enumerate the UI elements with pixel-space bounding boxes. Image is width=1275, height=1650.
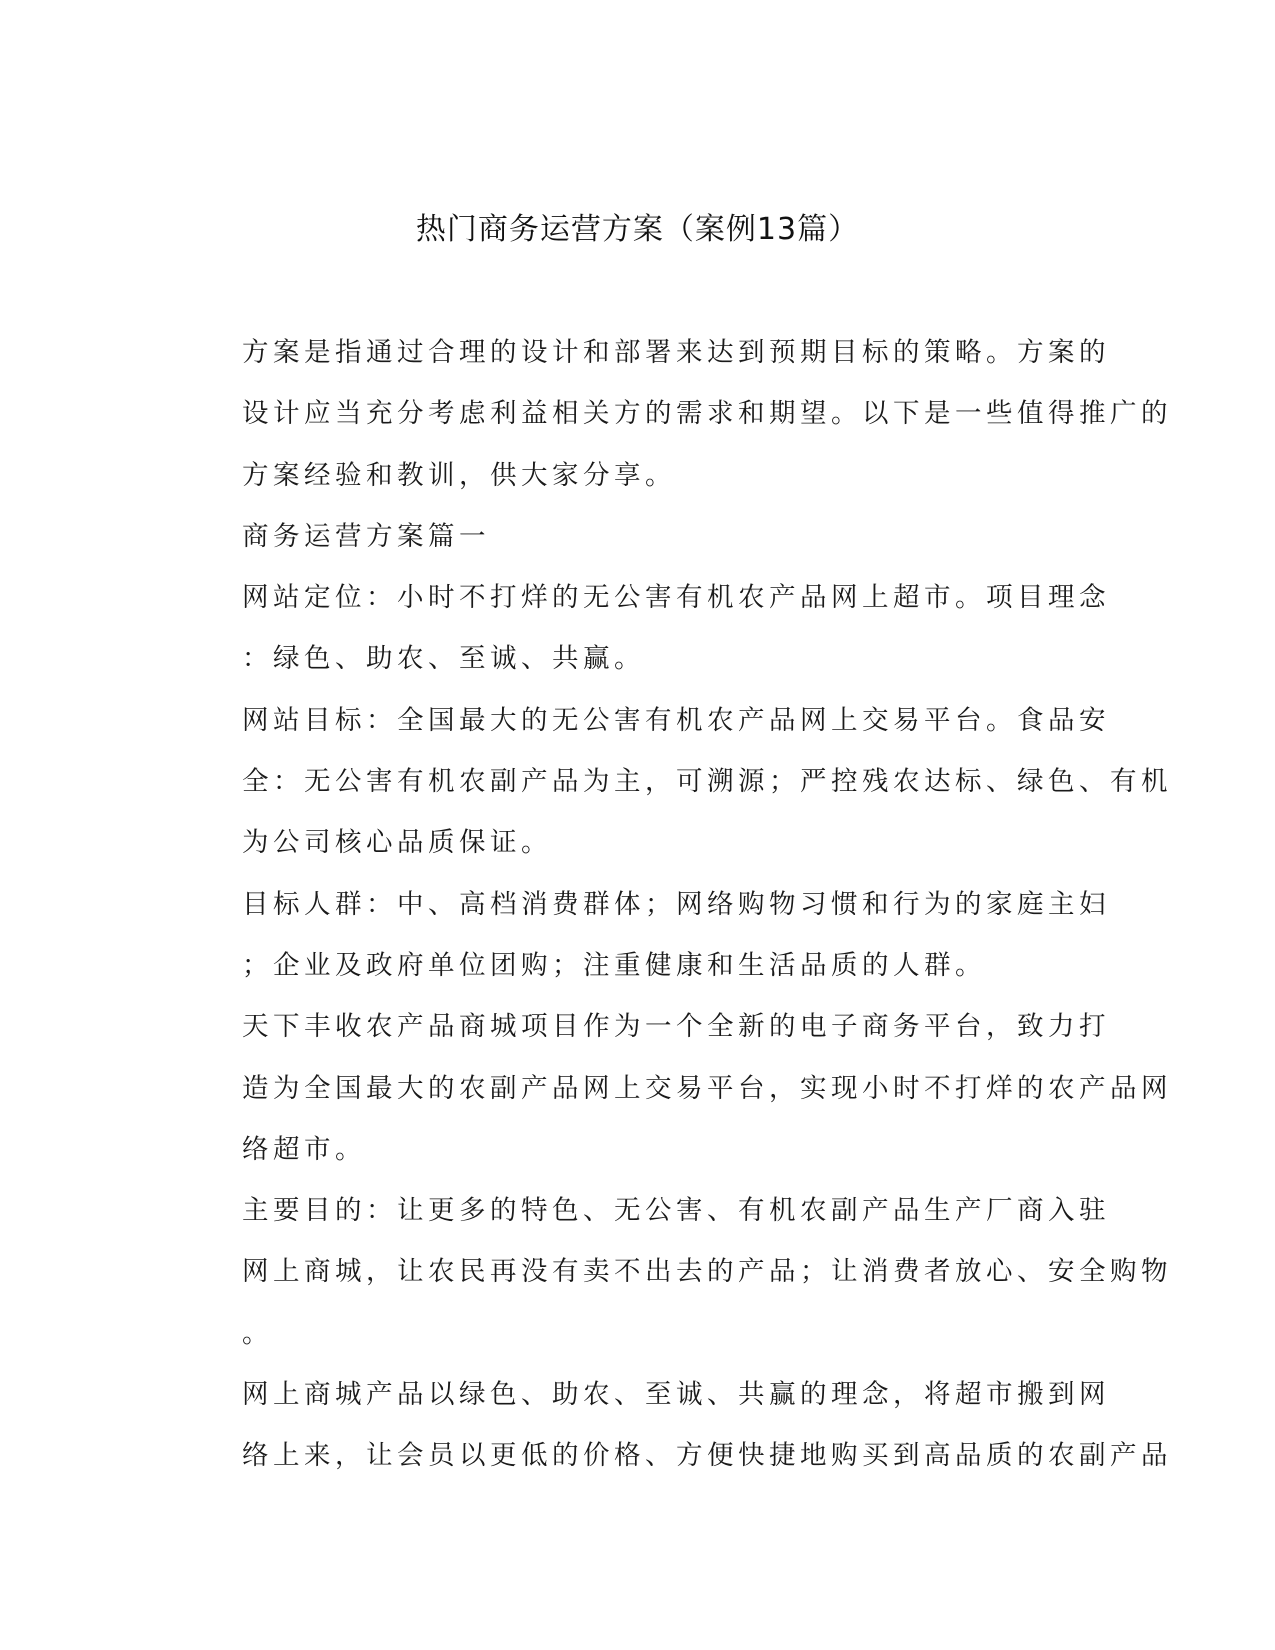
text-line: ；企业及政府单位团购；注重健康和生活品质的人群。 (242, 949, 986, 981)
paragraph-target-audience (189, 874, 1110, 997)
text-line: 络上来，让会员以更低的价格、方便快捷地购买到高品质的农副产品 (242, 1440, 1172, 1472)
text-line: 方案是指通过合理的设计和部署来达到预期目标的策略。方案的 (242, 337, 1110, 368)
text-line: 方案经验和教训，供大家分享。 (242, 459, 676, 491)
text-line: 络超市。 (242, 1133, 366, 1165)
text-line: 设计应当充分考虑利益相关方的需求和期望。以下是一些值得推广的 (242, 398, 1172, 430)
paragraph-project-intro (189, 996, 1172, 1180)
text-line: 网上商城，让农民再没有卖不出去的产品；让消费者放心、安全购物 (242, 1256, 1172, 1288)
paragraph-main-purpose (189, 1180, 1172, 1364)
paragraph-site-goal (189, 690, 1172, 874)
text-line: 天下丰收农产品商城项目作为一个全新的电子商务平台，致力打 (242, 1011, 1110, 1043)
document-title: 热门商务运营方案（案例13篇） (415, 212, 860, 247)
text-line: 商务运营方案篇一 (242, 520, 490, 552)
text-line: 目标人群：中、高档消费群体；网络购物习惯和行为的家庭主妇 (242, 888, 1110, 920)
text-line: 网站定位：小时不打烊的无公害有机农产品网上超市。项目理念 (242, 582, 1110, 614)
text-line: 为公司核心品质保证。 (242, 827, 552, 859)
section-heading (189, 506, 1074, 567)
text-line: 造为全国最大的农副产品网上交易平台，实现小时不打烊的农产品网 (242, 1072, 1172, 1104)
text-line: ：绿色、助农、至诚、共赢。 (242, 643, 645, 675)
text-line: 全：无公害有机农副产品为主，可溯源；严控残农达标、绿色、有机 (242, 766, 1172, 798)
text-line: 主要目的：让更多的特色、无公害、有机农副产品生产厂商入驻 (242, 1195, 1110, 1227)
document-body (189, 322, 1172, 1487)
paragraph-site-positioning (189, 567, 1110, 690)
text-line: 。 (242, 1317, 273, 1349)
paragraph-mall-concept (189, 1364, 1172, 1487)
paragraph-intro (189, 322, 1172, 506)
text-line: 网上商城产品以绿色、助农、至诚、共赢的理念，将超市搬到网 (242, 1379, 1110, 1411)
text-line: 网站目标：全国最大的无公害有机农产品网上交易平台。食品安 (242, 704, 1110, 736)
